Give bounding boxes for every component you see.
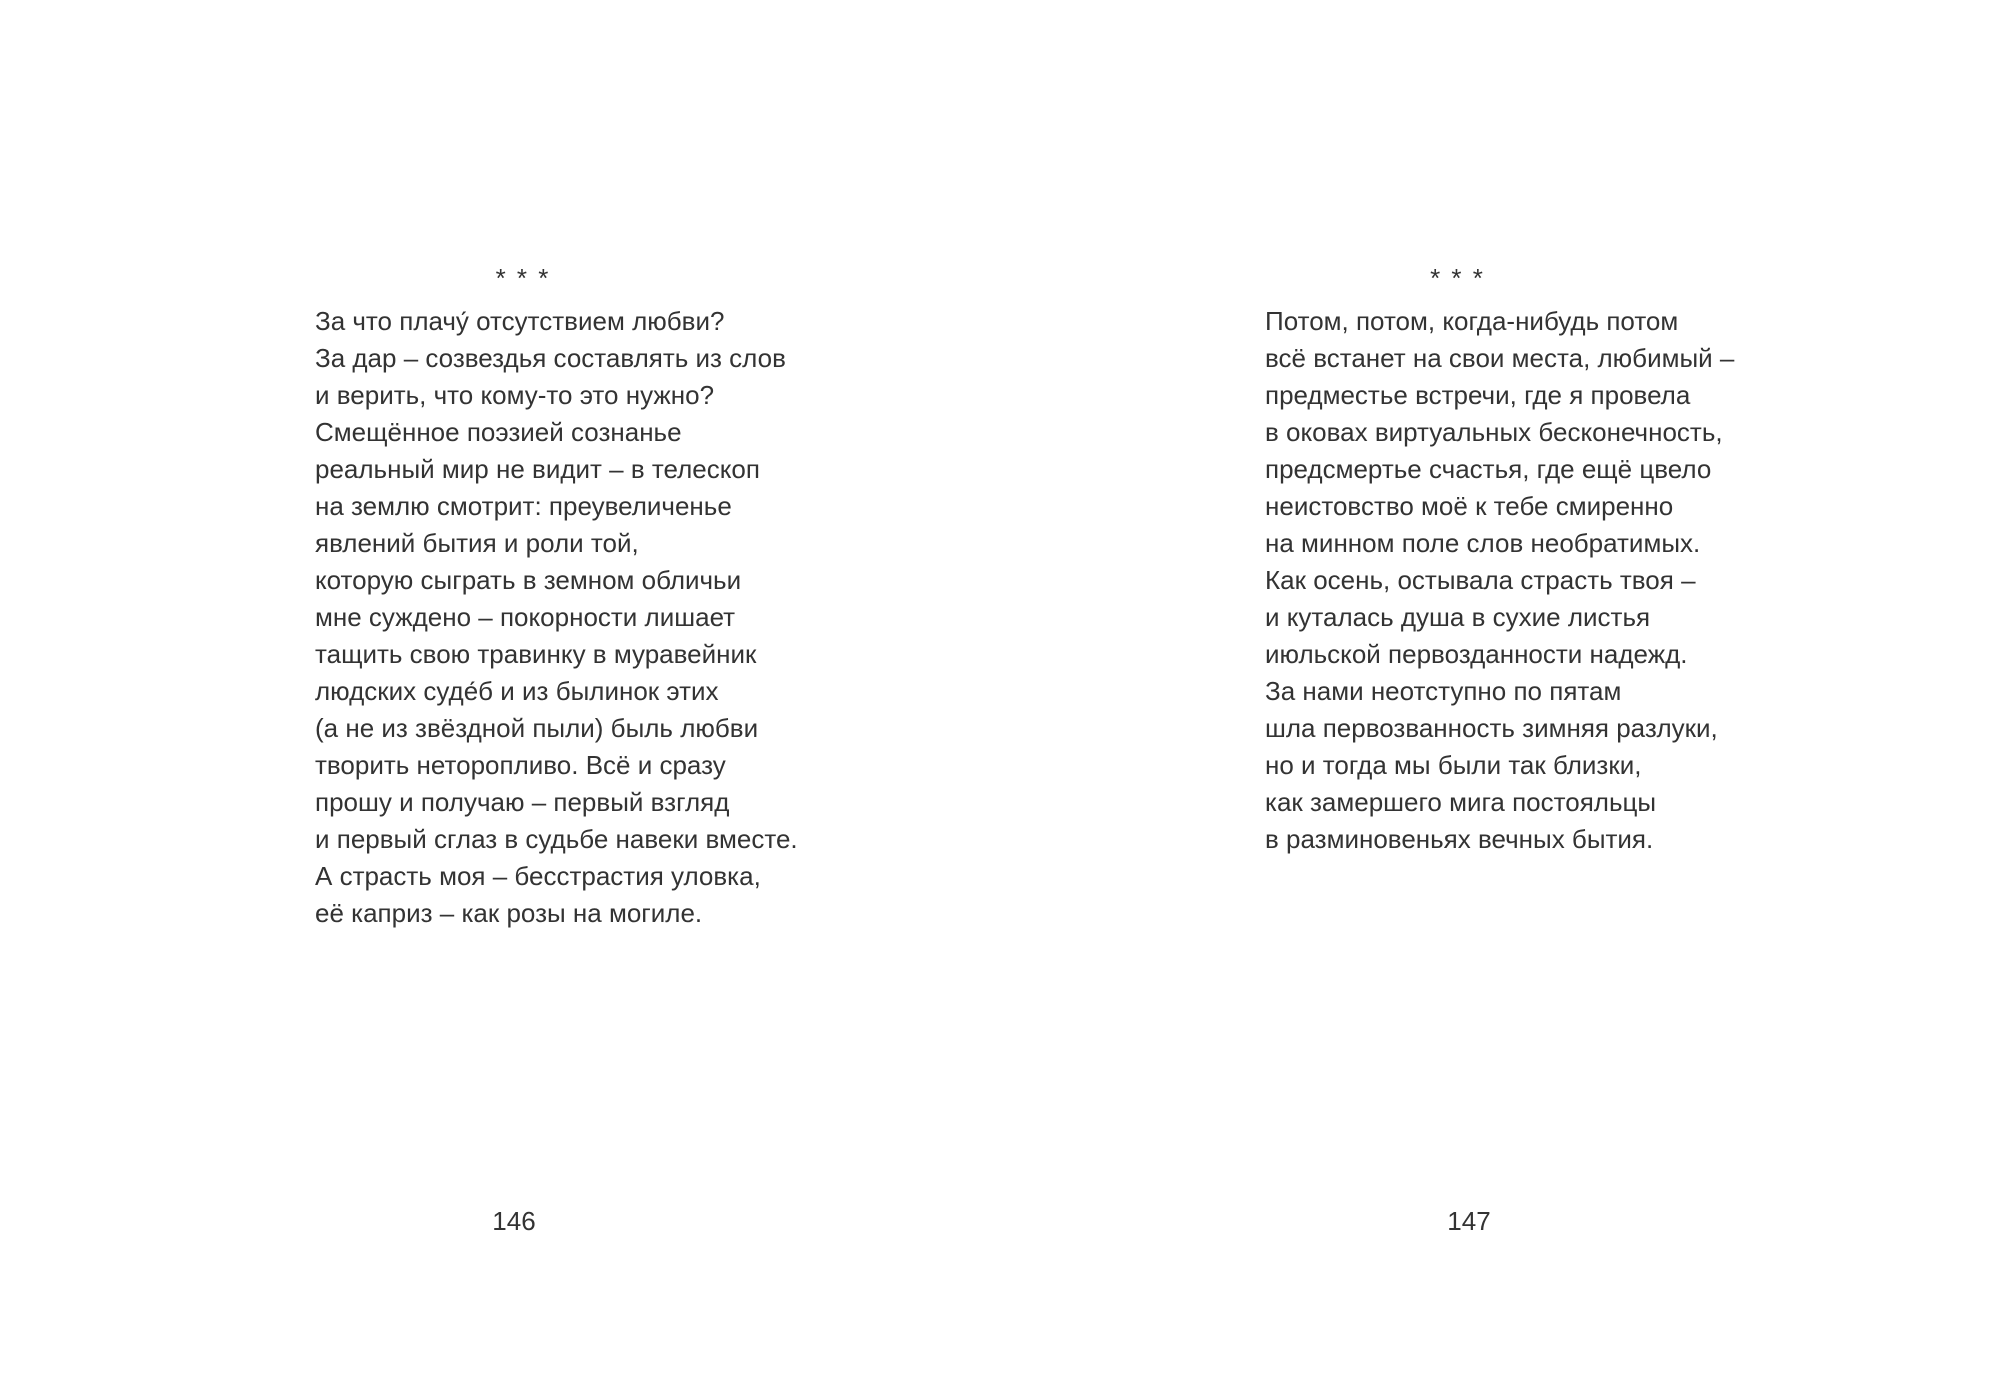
poem-line: Смещённое поэзией сознанье [315,417,682,447]
poem-line: Как осень, остывала страсть твоя – [1265,565,1696,595]
left-poem-text [315,303,798,932]
poem-line: и верить, что кому-то это нужно? [315,380,715,410]
poem-line: на минном поле слов необратимых. [1265,528,1701,558]
right-poem-header-asterisks: * * * [1430,263,1485,293]
poem-line: предсмертье счастья, где ещё цвело [1265,454,1712,484]
poem-line: как замершего мига постояльцы [1265,787,1657,817]
left-page-number: 146 [492,1206,536,1236]
poem-line: которую сыграть в земном обличьи [315,565,742,595]
poem-line: шла первозванность зимняя разлуки, [1265,713,1718,743]
poem-line: и первый сглаз в судьбе навеки вместе. [315,824,798,854]
poem-line: За что плачу́ отсутствием любви? [315,306,725,336]
poem-line: мне суждено – покорности лишает [315,602,736,632]
poem-line: всё встанет на свои места, любимый – [1265,343,1735,373]
poem-line: в разминовеньях вечных бытия. [1265,824,1654,854]
poem-line: творить неторопливо. Всё и сразу [315,750,726,780]
poem-line: тащить свою травинку в муравейник [315,639,757,669]
poem-line: июльской первозданности надежд. [1265,639,1688,669]
poem-line: За нами неотступно по пятам [1265,676,1622,706]
poem-line: и куталась душа в сухие листья [1265,602,1651,632]
poem-line: на землю смотрит: преувеличенье [315,491,732,521]
poem-line: людских суде́б и из былинок этих [315,676,719,706]
poem-line: в оковах виртуальных бесконечность, [1265,417,1723,447]
poem-line: предместье встречи, где я провела [1265,380,1691,410]
poem-line: Потом, потом, когда-нибудь потом [1265,306,1679,336]
right-page-number: 147 [1447,1206,1491,1236]
poem-line: явлений бытия и роли той, [315,528,639,558]
poem-line: но и тогда мы были так близки, [1265,750,1642,780]
poem-line: За дар – созвездья составлять из слов [315,343,786,373]
poem-line: прошу и получаю – первый взгляд [315,787,730,817]
poem-line: неистовство моё к тебе смиренно [1265,491,1674,521]
poem-line: (а не из звёздной пыли) быль любви [315,713,759,743]
right-poem-text [1265,303,1734,858]
poem-line: реальный мир не видит – в телескоп [315,454,760,484]
poem-line: А страсть моя – бесстрастия уловка, [315,861,761,891]
poem-line: её каприз – как розы на могиле. [315,898,703,928]
left-poem-header-asterisks: * * * [495,263,551,293]
